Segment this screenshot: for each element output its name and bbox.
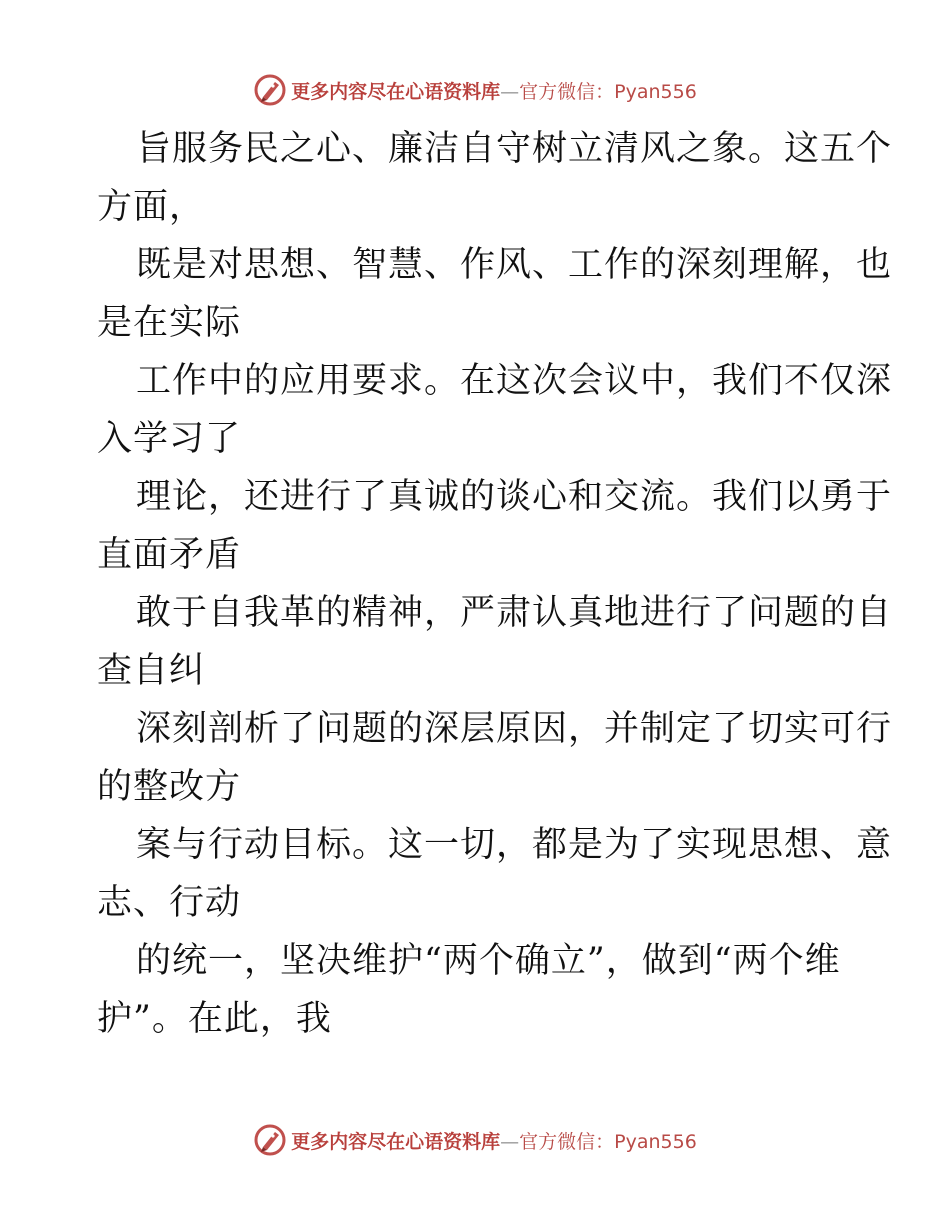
- footer-banner: [0, 1120, 950, 1160]
- footer-banner-text: [291, 1127, 697, 1154]
- text-line: 既是对思想、智慧、作风、工作的深刻理解，也: [136, 245, 893, 285]
- text-line: 理论，还进行了真诚的谈心和交流。我们以勇于: [136, 477, 893, 517]
- header-banner-content: [253, 73, 697, 107]
- header-banner-text: [291, 77, 697, 104]
- pen-nib-logo-icon: [253, 73, 287, 107]
- text-line: 入学习了: [97, 419, 242, 459]
- text-line: 是在实际: [97, 303, 242, 343]
- text-line: 方面，: [97, 187, 206, 227]
- text-line: 护”。在此，我: [97, 999, 332, 1039]
- footer-banner-content: [253, 1123, 697, 1157]
- document-body: [97, 120, 893, 1048]
- text-line: 工作中的应用要求。在这次会议中，我们不仅深: [136, 361, 893, 401]
- text-line: 直面矛盾: [97, 535, 242, 575]
- text-line: 的整改方: [97, 767, 242, 807]
- header-wechat-text: 官方微信：Pyan556: [519, 80, 697, 103]
- text-line: 案与行动目标。这一切，都是为了实现思想、意: [136, 825, 893, 865]
- text-line: 志、行动: [97, 883, 242, 923]
- footer-library-text: 更多内容尽在心语资料库: [291, 1130, 501, 1153]
- footer-dash: —: [500, 1130, 520, 1153]
- text-line: 深刻剖析了问题的深层原因，并制定了切实可行: [136, 709, 893, 749]
- footer-wechat-text: 官方微信：Pyan556: [519, 1130, 697, 1153]
- header-library-text: 更多内容尽在心语资料库: [291, 80, 501, 103]
- header-banner: [0, 70, 950, 110]
- text-line: 查自纠: [97, 651, 206, 691]
- text-line: 敢于自我革的精神，严肃认真地进行了问题的自: [136, 593, 893, 633]
- header-dash: —: [500, 80, 520, 103]
- text-line: 的统一，坚决维护“两个确立”，做到“两个维: [136, 941, 841, 981]
- text-line: 旨服务民之心、廉洁自守树立清风之象。这五个: [136, 129, 893, 169]
- pen-nib-logo-icon: [253, 1123, 287, 1157]
